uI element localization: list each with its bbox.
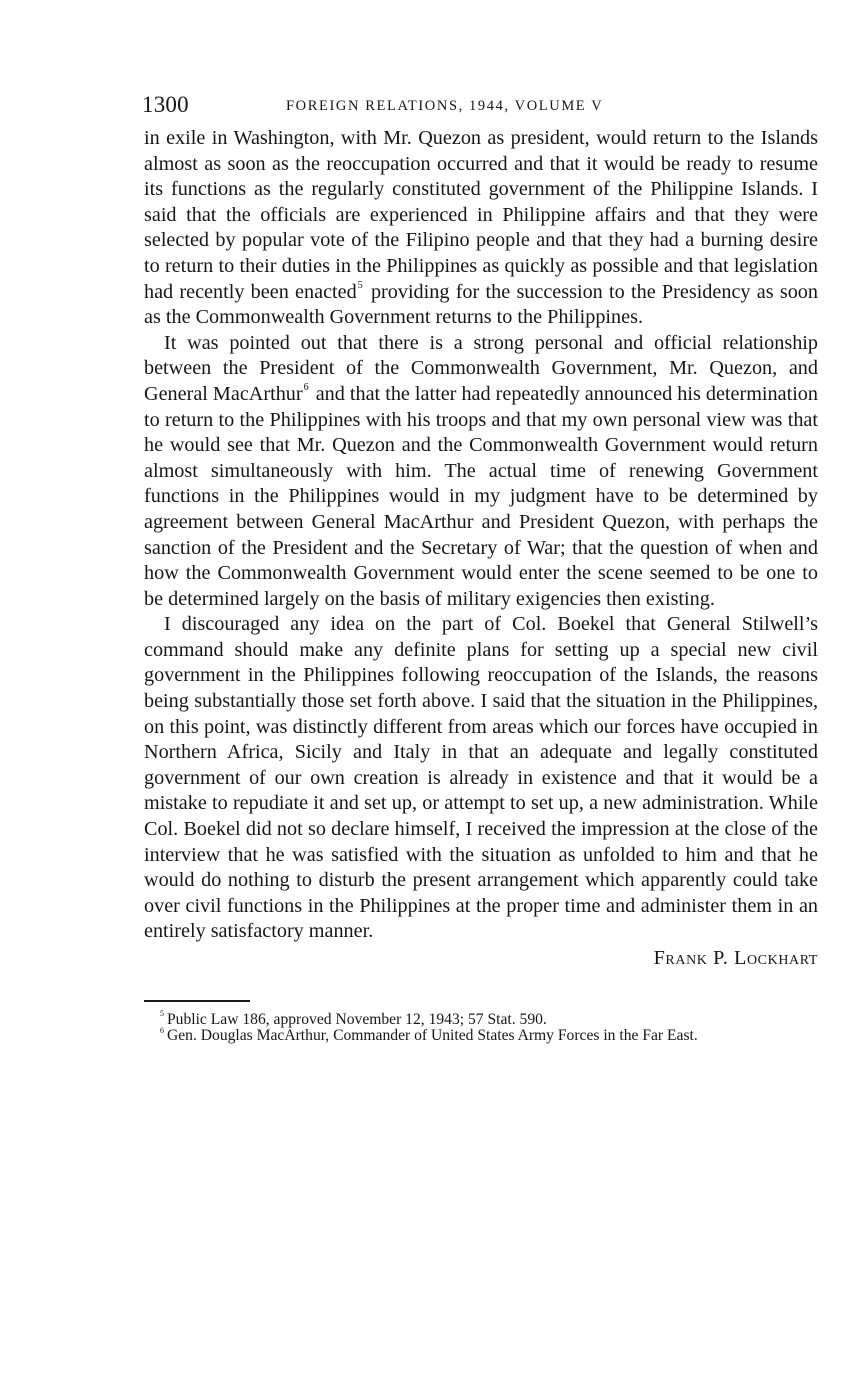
paragraph-2 xyxy=(144,331,818,613)
paragraph-1-text-b: providing for the succession to the Presidency as soon as the Commonwealth Government returns to the Philippines. xyxy=(144,280,818,329)
footnote-marker-6: 6 xyxy=(160,1025,164,1035)
footnote-6 xyxy=(144,1025,818,1045)
footnote-5-text: Public Law 186, approved November 12, 1943; 57 Stat. 590. xyxy=(167,1010,547,1028)
paragraph-1 xyxy=(144,126,818,331)
footnote-marker-5: 5 xyxy=(160,1009,164,1019)
footnote-5 xyxy=(144,1009,818,1029)
running-head: FOREIGN RELATIONS, 1944, VOLUME V xyxy=(286,98,604,114)
paragraph-1-text-a: in exile in Washington, with Mr. Quezon as president, would return to the Islands almost as soon as the reoccupation occurred and that it would be ready to resume its functions as the regularly constituted government of the Philippine Islands. I said that the officials are experienced in Philippine affairs and that they were selected by popular vote of the Filipino people and that they had a burning desire to return to their duties in the Philippines as quickly as possible and that legislation had recently been enacted xyxy=(144,127,818,303)
footnote-divider xyxy=(144,1000,250,1002)
footnote-6-text: Gen. Douglas MacArthur, Commander of United States Army Forces in the Far East. xyxy=(167,1027,698,1045)
signature: Frank P. Lockhart xyxy=(653,947,818,969)
page-header xyxy=(144,90,818,122)
paragraph-2-text-b: and that the latter had repeatedly announced his determination to return to the Philippines with his troops and that my own personal view was that he would see that Mr. Quezon and the Commonwealth Government would return almost simultaneously with him. The actual time of renewing Government functions in the Philippines would in my judgment have to be determined by agreement between General MacArthur and President Quezon, with perhaps the sanction of the President and the Secretary of War; that the question of when and how the Commonwealth Government would enter the scene seemed to be one to be determined largely on the basis of military exigencies then existing. xyxy=(144,382,818,610)
footnote-ref-5[interactable]: 5 xyxy=(357,279,363,291)
page-number: 1300 xyxy=(142,92,189,117)
footnote-ref-6[interactable]: 6 xyxy=(303,382,309,394)
footnotes xyxy=(144,1009,818,1045)
paragraph-2-text-a: It was pointed out that there is a strong personal and official relationship between the President of the Commonwealth Government, Mr. Quezon, and General MacArthur xyxy=(144,331,818,405)
paragraph-3: I discouraged any idea on the part of Col. Boekel that General Stilwell’s command should make any definite plans for setting up a special new civil government in the Philippines following reoccupation of the Islands, the reasons being substantially those set forth above. I said that the situation in the Philippines, on this point, was distinctly different from areas which our forces have occupied in Northern Africa, Sicily and Italy in that an adequate and legally constituted government of our own creation is already in existence and that it would be a mistake to repudiate it and set up, or attempt to set up, a new administration. While Col. Boekel did not so declare himself, I received the impression at the close of the interview that he was satisfied with the situation as unfolded to him and that he would do nothing to disturb the present arrangement which apparently could take over civil functions in the Philippines at the proper time and administer them in an entirely satisfactory manner. xyxy=(144,613,818,943)
document-page xyxy=(144,90,818,1045)
body-text xyxy=(144,126,818,945)
